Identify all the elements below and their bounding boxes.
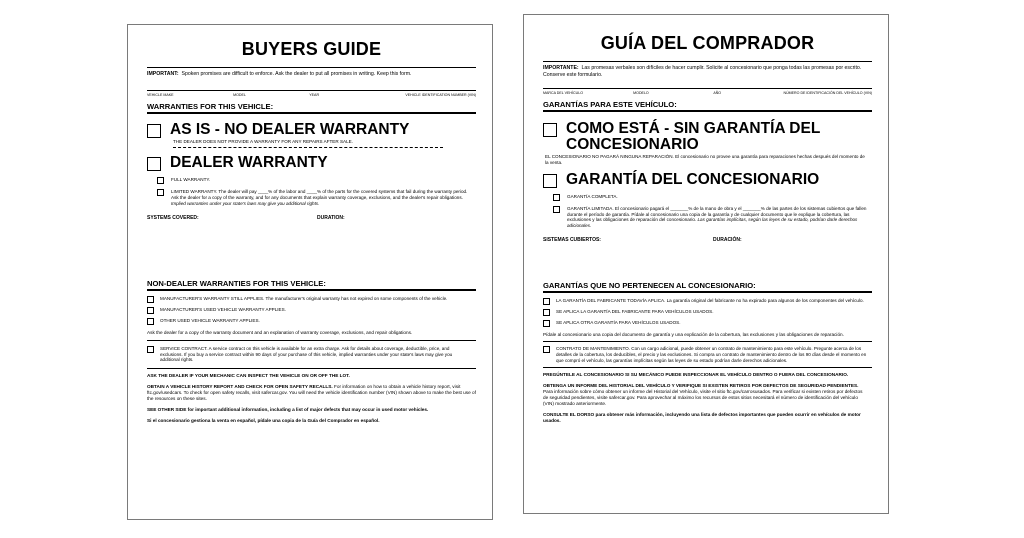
- dealer-warranty-title: DEALER WARRANTY: [170, 154, 328, 172]
- see-other-side-notice: [543, 412, 863, 424]
- nd-option-other: [147, 318, 476, 325]
- limited-warranty-implied: Implied warranties under your state's laws may give you additional rights.: [171, 200, 320, 206]
- as-is-title: COMO ESTÁ - SIN GARANTÍA DEL CONCESIONARIO: [566, 120, 821, 154]
- limited-warranty-implied: Las garantías implícitas, según las leyes de su estado, podrían darle derechos adicionales.: [567, 217, 858, 229]
- see-other-side-text: para obtener más información, incluyendo una lista de defectos importantes que pueden ocurrir en vehículos de motor usados.: [543, 412, 861, 424]
- history-report-text: Para información sobre cómo obtener un informe del Historial del Vehículo, visite el sitio ftc.gov/carrosusados. Para verificar si existen retiros por defectos de seguridad pendientes, visite safercar.gov. Para aprovechar al máximo los recursos de estos sitios necesitará el número de identificación del vehículo (VIN) mostrado anteriormente.: [543, 389, 863, 407]
- history-report-text: For information on how to obtain a vehicle history report, visit ftc.gov/usedcars. To check for open safety recalls, visit safercar.gov. You will need the vehicle identification number (VIN) shown above to make the best use of the resources on these sites.: [147, 384, 476, 402]
- field-label-model: MODEL: [233, 92, 246, 97]
- nd-other-checkbox[interactable]: [543, 320, 550, 327]
- nd-option-other: [543, 320, 872, 327]
- important-notice: [147, 67, 476, 78]
- duration-label: DURATION:: [317, 214, 345, 221]
- nd-option-manufacturer: [543, 298, 872, 305]
- divider: [147, 340, 476, 341]
- service-contract-option: [543, 346, 872, 363]
- nd-manufacturer-used-checkbox[interactable]: [543, 309, 550, 316]
- nd-other-text: SE APLICA OTRA GARANTÍA PARA VEHÍCULOS USADOS.: [556, 319, 681, 325]
- nd-manufacturer-used-checkbox[interactable]: [147, 307, 154, 314]
- service-contract-text: CONTRATO DE MANTENIMIENTO. Con un cargo adicional, puede obtener un contrato de mantenimiento para este vehículo. Pregunte acerca de los detalles de la cobertura, los deducibles, el precio y las exclusiones. Si compra un contrato de mantenimiento dentro de los 90 días desde el momento en que compró el vehículo, las garantías implícitas según las leyes de su estado podrían darle derechos adicionales.: [556, 345, 867, 363]
- field-label-model: MODELO: [633, 91, 649, 96]
- service-contract-text: SERVICE CONTRACT. A service contract on this vehicle is available for an extra charge. Ask for details about coverage, deductible, price, and exclusions. If you buy a service contract within 90 days of your purchase of this vehicle, implied warranties under your state's laws may give you additional rights.: [160, 345, 453, 363]
- limited-warranty-text: [171, 189, 471, 206]
- as-is-title: AS IS - NO DEALER WARRANTY: [170, 120, 410, 138]
- see-other-side-bold: CONSULTE EL DORSO: [543, 412, 595, 418]
- nd-manufacturer-used-text: MANUFACTURER'S USED VEHICLE WARRANTY APPLIES.: [160, 306, 286, 312]
- field-label-vin: VEHICLE IDENTIFICATION NUMBER (VIN): [405, 92, 476, 97]
- field-label-vin: NÚMERO DE IDENTIFICACIÓN DEL VEHÍCULO (VIN): [783, 91, 872, 96]
- important-label: IMPORTANTE:: [543, 65, 579, 71]
- dealer-warranty-option: [147, 155, 476, 171]
- as-is-option: [147, 122, 476, 138]
- vehicle-fields: [147, 90, 476, 97]
- field-label-year: AÑO: [713, 91, 722, 96]
- nd-option-manufacturer-used: [147, 307, 476, 314]
- limited-warranty-checkbox[interactable]: [553, 206, 560, 213]
- systems-covered-label: SYSTEMS COVERED:: [147, 214, 199, 221]
- dealer-warranty-checkbox[interactable]: [543, 174, 557, 188]
- nd-other-checkbox[interactable]: [147, 318, 154, 325]
- nd-manufacturer-text: LA GARANTÍA DEL FABRICANTE TODAVÍA APLICA. La garantía original del fabricante no ha expirado para algunos de los componentes del vehículo.: [556, 297, 864, 303]
- field-label-make: VEHICLE MAKE: [147, 92, 174, 97]
- ask-copy-text: Ask the dealer for a copy of the warranty document and an explanation of warranty coverage, exclusions, and repair obligations.: [147, 329, 413, 335]
- page-title: GUÍA DEL COMPRADOR: [600, 33, 815, 53]
- as-is-option: [543, 121, 872, 153]
- service-contract-checkbox[interactable]: [147, 346, 154, 353]
- buyers-guide-english: [127, 24, 493, 520]
- nd-manufacturer-used-text: SE APLICA LA GARANTÍA DEL FABRICANTE PARA VEHÍCULOS USADOS.: [556, 308, 714, 314]
- as-is-checkbox[interactable]: [543, 123, 557, 137]
- duration-label: DURACIÓN:: [713, 236, 742, 243]
- limited-warranty-option: [553, 206, 872, 229]
- nd-option-manufacturer-used: [543, 309, 872, 316]
- service-contract-option: [147, 346, 476, 363]
- see-other-side-text: for important additional information, including a list of major defects that may occur in used motor vehicles.: [187, 407, 429, 413]
- full-warranty-checkbox[interactable]: [553, 194, 560, 201]
- history-report-notice: [147, 384, 476, 402]
- systems-covered-label: SISTEMAS CUBIERTOS:: [543, 236, 601, 243]
- history-report-notice: [543, 383, 863, 407]
- nd-manufacturer-checkbox[interactable]: [147, 296, 154, 303]
- important-text: Spoken promises are difficult to enforce. Ask the dealer to put all promises in writing. Keep this form.: [181, 71, 412, 77]
- limited-warranty-text: [567, 206, 869, 229]
- limited-warranty-option: [157, 189, 476, 206]
- divider: [543, 341, 872, 342]
- as-is-subtext: THE DEALER DOES NOT PROVIDE A WARRANTY FOR ANY REPAIRS AFTER SALE.: [173, 139, 443, 149]
- full-warranty-checkbox[interactable]: [157, 177, 164, 184]
- full-warranty-label: GARANTÍA COMPLETA.: [567, 193, 618, 199]
- nd-manufacturer-checkbox[interactable]: [543, 298, 550, 305]
- non-dealer-heading: GARANTÍAS QUE NO PERTENECEN AL CONCESIONARIO:: [543, 281, 872, 293]
- limited-warranty-checkbox[interactable]: [157, 189, 164, 196]
- nd-manufacturer-text: MANUFACTURER'S WARRANTY STILL APPLIES. The manufacturer's original warranty has not expired on some components of the vehicle.: [160, 295, 448, 301]
- coverage-row: [543, 237, 872, 243]
- vehicle-fields: [543, 88, 872, 95]
- divider: [147, 368, 476, 369]
- limited-warranty-body: GARANTÍA LIMITADA. El concesionario pagará el _______% de la mano de obra y el _______% de las partes de los sistemas cubiertos que fallen durante el período de garantía. Pídale al concesionario una copia de la garantía y de cualquier documento que le explique la cobertura, las exclusiones y las obligaciones de reparación del concesionario.: [567, 205, 867, 223]
- as-is-subtext: EL CONCESIONARIO NO PAGARÁ NINGUNA REPARACIÓN. El concesionario no provee una garantía para reparaciones hechas después del momento de la venta.: [545, 154, 865, 165]
- full-warranty-option: [157, 177, 476, 184]
- field-label-year: YEAR: [309, 92, 320, 97]
- page-title: BUYERS GUIDE: [241, 39, 382, 59]
- buyers-guide-spanish: [523, 14, 889, 514]
- service-contract-checkbox[interactable]: [543, 346, 550, 353]
- dealer-warranty-option: [543, 172, 872, 188]
- non-dealer-options: [147, 296, 476, 363]
- non-dealer-options: [543, 298, 872, 363]
- mechanic-notice: PREGÚNTELE AL CONCESIONARIO SI SU MECÁNICO PUEDE INSPECCIONAR EL VEHÍCULO DENTRO O FUERA DEL CONCESIONARIO.: [543, 372, 849, 378]
- nd-option-manufacturer: [147, 296, 476, 303]
- coverage-row: [147, 215, 476, 221]
- warranties-heading: GARANTÍAS PARA ESTE VEHÍCULO:: [543, 100, 872, 112]
- limited-warranty-body: LIMITED WARRANTY. The dealer will pay ____% of the labor and ____% of the parts for the covered systems that fail during the warranty period. Ask the dealer for a copy of the warranty, and for any documents that explain warranty coverage, exclusions, and the dealer's repair obligations.: [171, 189, 468, 201]
- important-notice: [543, 61, 872, 78]
- nd-other-text: OTHER USED VEHICLE WARRANTY APPLIES.: [160, 317, 260, 323]
- history-report-bold: OBTENGA UN INFORME DEL HISTORIAL DEL VEHÍCULO Y VERIFIQUE SI EXISTEN RETIROS POR DEFECTOS DE SEGURIDAD PENDIENTES.: [543, 383, 859, 389]
- non-dealer-heading: NON-DEALER WARRANTIES FOR THIS VEHICLE:: [147, 279, 476, 291]
- ask-copy-text: Pídale al concesionario una copia del documento de garantía y una explicación de la cobertura, las exclusiones y las obligaciones de reparación.: [543, 331, 844, 337]
- full-warranty-option: [553, 194, 872, 201]
- mechanic-notice: ASK THE DEALER IF YOUR MECHANIC CAN INSPECT THE VEHICLE ON OR OFF THE LOT.: [147, 373, 350, 379]
- dealer-warranty-checkbox[interactable]: [147, 157, 161, 171]
- divider: [543, 367, 872, 368]
- history-report-bold: OBTAIN A VEHICLE HISTORY REPORT AND CHECK FOR OPEN SAFETY RECALLS.: [147, 384, 333, 390]
- warranties-heading: WARRANTIES FOR THIS VEHICLE:: [147, 102, 476, 114]
- spanish-note: Si el concesionario gestiona la venta en español, pídale una copia de la Guía del Comprador en español.: [147, 418, 380, 424]
- as-is-checkbox[interactable]: [147, 124, 161, 138]
- dealer-warranty-title: GARANTÍA DEL CONCESIONARIO: [566, 170, 820, 188]
- important-text: Las promesas verbales son difíciles de hacer cumplir. Solicite al concesionario que ponga todas las promesas por escrito. Conserve este formulario.: [543, 65, 862, 78]
- full-warranty-label: FULL WARRANTY.: [171, 177, 211, 183]
- field-label-make: MARCA DEL VEHÍCULO: [543, 91, 584, 96]
- see-other-side-bold: SEE OTHER SIDE: [147, 407, 187, 413]
- see-other-side-notice: [147, 407, 476, 413]
- important-label: IMPORTANT:: [147, 71, 179, 77]
